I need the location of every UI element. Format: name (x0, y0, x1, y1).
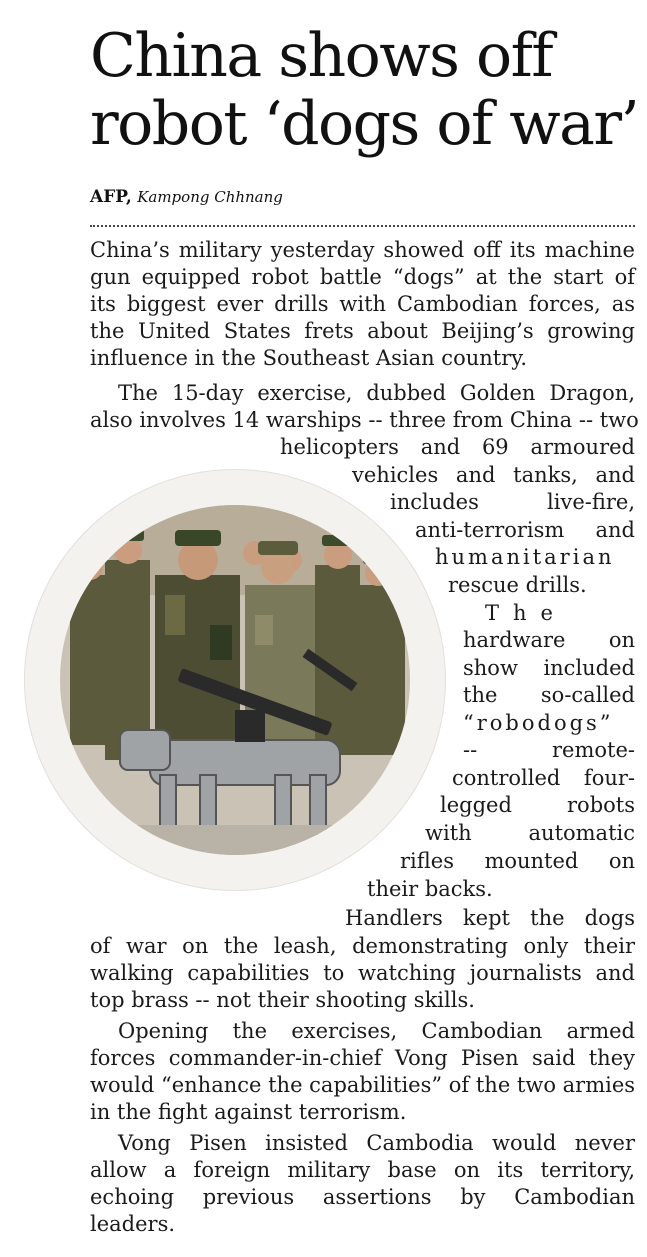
body-line: its biggest ever drills with Cambodian forces, as (90, 292, 635, 316)
body-line: China’s military yesterday showed off its machine (90, 238, 635, 262)
article-photo (25, 470, 445, 890)
headline-line-2: robot ‘dogs of war’ (90, 89, 639, 159)
body-line: the so-called (463, 683, 635, 707)
byline-agency: AFP, (90, 187, 132, 207)
body-line: helicopters and 69 armoured (280, 435, 635, 459)
photo-illustration (60, 505, 410, 855)
body-line: Vong Pisen insisted Cambodia would never (118, 1131, 635, 1155)
body-line: “robodogs” (463, 711, 614, 735)
body-line: The (485, 601, 567, 625)
headline-line-1: China shows off (90, 21, 553, 91)
byline (90, 187, 283, 207)
body-line: vehicles and tanks, and (352, 463, 635, 487)
body-line: in the fight against terrorism. (90, 1100, 407, 1124)
body-line: with automatic (425, 821, 635, 845)
body-line: leaders. (90, 1212, 176, 1236)
body-line: humanitarian (435, 545, 615, 569)
body-line: includes live-fire, (390, 490, 635, 514)
body-line: controlled four- (452, 766, 635, 790)
body-line: -- remote- (463, 738, 635, 762)
body-line: forces commander-in-chief Vong Pisen said they (90, 1046, 635, 1070)
body-line: the United States frets about Beijing’s growing (90, 319, 635, 343)
headline (90, 22, 647, 158)
body-line: of war on the leash, demonstrating only their (90, 934, 635, 958)
body-line: anti-terrorism and (415, 518, 635, 542)
body-line: their backs. (367, 877, 493, 901)
body-line: rifles mounted on (400, 849, 635, 873)
body-line: show included (463, 656, 635, 680)
body-line: also involves 14 warships -- three from China -- two (90, 408, 639, 432)
body-line: hardware on (463, 628, 635, 652)
body-line: echoing previous assertions by Cambodian (90, 1185, 635, 1209)
body-line: rescue drills. (448, 573, 587, 597)
dotted-divider (90, 225, 635, 227)
body-line: legged robots (440, 793, 635, 817)
body-line: gun equipped robot battle “dogs” at the start of (90, 265, 635, 289)
body-line: Opening the exercises, Cambodian armed (118, 1019, 635, 1043)
body-line: The 15-day exercise, dubbed Golden Dragon, (118, 381, 635, 405)
body-line: Handlers kept the dogs (345, 906, 635, 930)
body-line: influence in the Southeast Asian country. (90, 346, 527, 370)
byline-location: Kampong Chhnang (137, 188, 283, 206)
body-line: would “enhance the capabilities” of the two armies (90, 1073, 636, 1097)
body-line: walking capabilities to watching journalists and (90, 961, 635, 985)
body-line: allow a foreign military base on its territory, (90, 1158, 635, 1182)
body-line: top brass -- not their shooting skills. (90, 988, 475, 1012)
